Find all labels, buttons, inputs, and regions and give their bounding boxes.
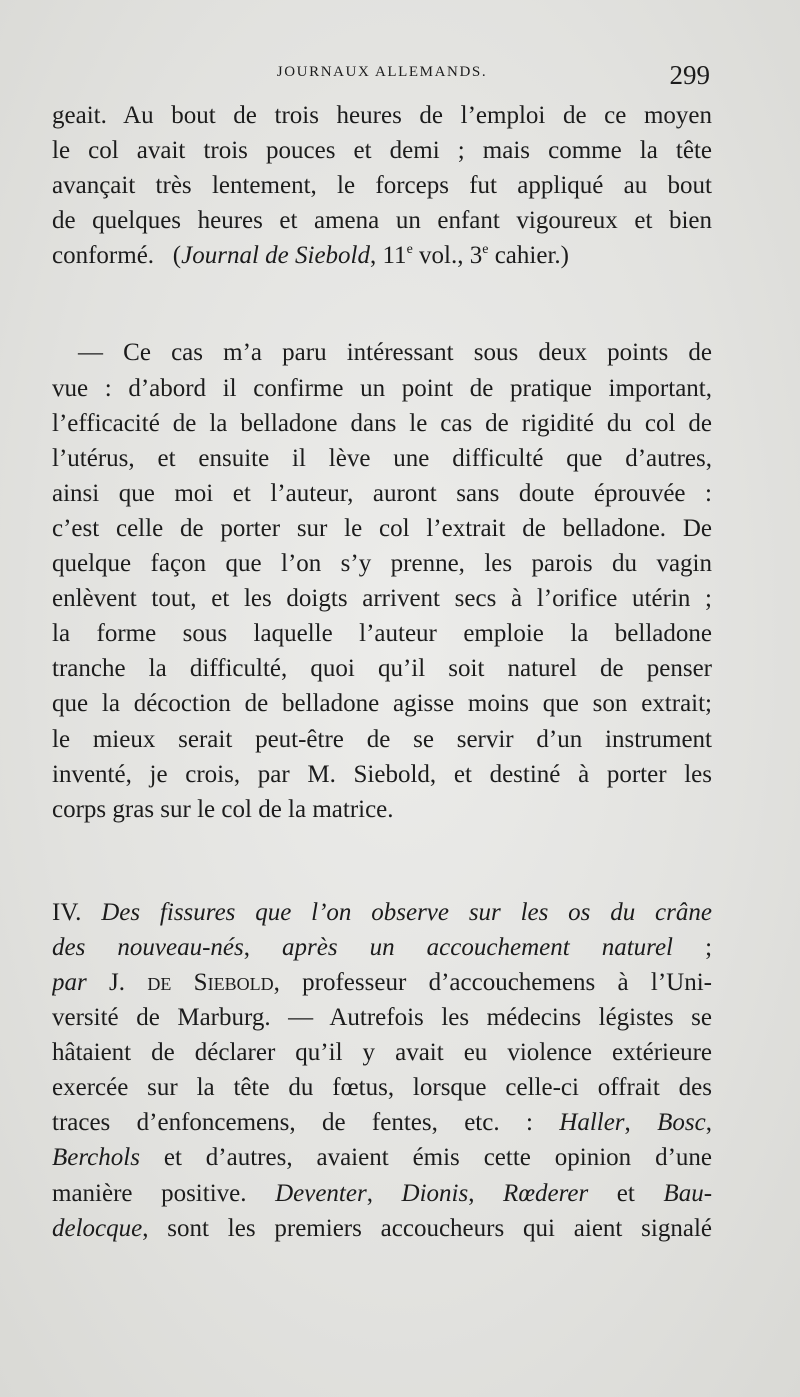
cited-author: Haller xyxy=(559,1109,625,1137)
superscript: e xyxy=(406,242,413,258)
text-line: enlèvent tout, et les doigts arrivent secs à l’orifice utérin ; xyxy=(52,585,712,613)
text-run: ; xyxy=(673,933,712,961)
text-line: de quelques heures et amena un enfant vigoureux et bien xyxy=(52,207,712,235)
article-title: Des fissures que l’on observe sur les os du crâne xyxy=(101,898,712,926)
page-header xyxy=(52,60,712,92)
cited-author: Bau- xyxy=(663,1179,712,1207)
text-line xyxy=(52,1176,712,1211)
cited-author: Bosc xyxy=(657,1109,706,1137)
text-run: J. xyxy=(86,968,148,996)
text-run: cahier.) xyxy=(488,242,569,270)
paragraph-spacer xyxy=(52,827,712,895)
paragraph-spacer xyxy=(52,273,712,335)
text-line: c’est celle de porter sur le col l’extrait de belladone. De xyxy=(52,514,712,542)
article-iv xyxy=(52,895,712,1246)
text-run: vol., 3 xyxy=(412,242,483,270)
text-run: traces d’enfoncemens, de fentes, etc. : xyxy=(52,1109,560,1137)
paragraph-siebold-case-end xyxy=(52,98,712,273)
text-line: la forme sous laquelle l’auteur emploie la belladone xyxy=(52,620,712,648)
text-run: , professeur d’accouchemens à l’Uni- xyxy=(273,968,712,996)
text-line-citation xyxy=(52,238,712,273)
text-run: , xyxy=(624,1109,658,1137)
text-run: , xyxy=(705,1109,712,1137)
journal-citation: Journal de Siebold xyxy=(181,242,370,270)
text-line: quelque façon que l’on s’y prenne, les parois du vagin xyxy=(52,550,712,578)
text-line: tranche la difficulté, quoi qu’il soit naturel de penser xyxy=(52,655,712,683)
text-run: , sont les premiers accoucheurs qui aient signalé xyxy=(142,1214,712,1242)
text-run: , xyxy=(468,1179,504,1207)
text-line xyxy=(52,1105,712,1140)
page-number: 299 xyxy=(669,60,710,90)
text-line: ainsi que moi et l’auteur, auront sans doute éprouvée : xyxy=(52,479,712,507)
text-line: inventé, je crois, par M. Siebold, et destiné à porter les xyxy=(52,760,712,788)
cited-author: Berchols xyxy=(52,1144,140,1172)
text-line: hâtaient de déclarer qu’il y avait eu violence extérieure xyxy=(52,1039,712,1067)
paragraph-commentary xyxy=(52,335,712,826)
text-run: et d’autres, avaient émis cette opinion d’une xyxy=(139,1144,712,1172)
text-line: l’utérus, et ensuite il lève une difficulté que d’autres, xyxy=(52,444,712,472)
text-line: versité de Marburg. — Autrefois les médecins légistes se xyxy=(52,1004,712,1032)
text-line: le col avait trois pouces et demi ; mais comme la tête xyxy=(52,137,712,165)
text-run: , xyxy=(243,933,283,961)
text-run: par xyxy=(52,968,87,996)
text-line: que la décoction de belladone agisse moins que son extrait; xyxy=(52,690,712,718)
author-line xyxy=(52,965,712,1000)
text-line xyxy=(52,1140,712,1175)
text-line: l’efficacité de la belladone dans le cas de rigidité du col de xyxy=(52,409,712,437)
text-line: avançait très lentement, le forceps fut appliqué au bout xyxy=(52,172,712,200)
article-number: IV. xyxy=(52,898,102,926)
cited-author: Dionis xyxy=(401,1179,469,1207)
cited-author: Rœderer xyxy=(503,1179,589,1207)
text-line: exercée sur la tête du fœtus, lorsque celle-ci offrait des xyxy=(52,1074,712,1102)
article-title-line xyxy=(52,895,712,930)
article-title-line xyxy=(52,930,712,965)
text-line: — Ce cas m’a paru intéressant sous deux points de xyxy=(78,339,712,367)
author-name: de Siebold xyxy=(147,968,274,996)
text-line: corps gras sur le col de la matrice. xyxy=(52,795,394,823)
text-line xyxy=(52,1211,712,1246)
text-line: vue : d’abord il confirme un point de pratique important, xyxy=(52,374,712,402)
text-run: , xyxy=(366,1179,402,1207)
text-run: manière positive. xyxy=(52,1179,276,1207)
text-run: et xyxy=(588,1179,664,1207)
body-text xyxy=(52,98,712,1246)
superscript: e xyxy=(482,242,489,258)
cited-author: Deventer xyxy=(275,1179,367,1207)
article-title: des nouveau-nés xyxy=(52,933,244,961)
running-title: JOURNAUX ALLEMANDS. xyxy=(276,64,488,80)
text-run: conformé. ( xyxy=(52,242,182,270)
text-run: , 11 xyxy=(369,242,407,270)
article-title: après un accouchement naturel xyxy=(282,933,674,961)
cited-author: delocque xyxy=(52,1214,143,1242)
text-line: geait. Au bout de trois heures de l’emploi de ce moyen xyxy=(52,102,712,129)
text-line: le mieux serait peut-être de se servir d’un instrument xyxy=(52,725,712,753)
